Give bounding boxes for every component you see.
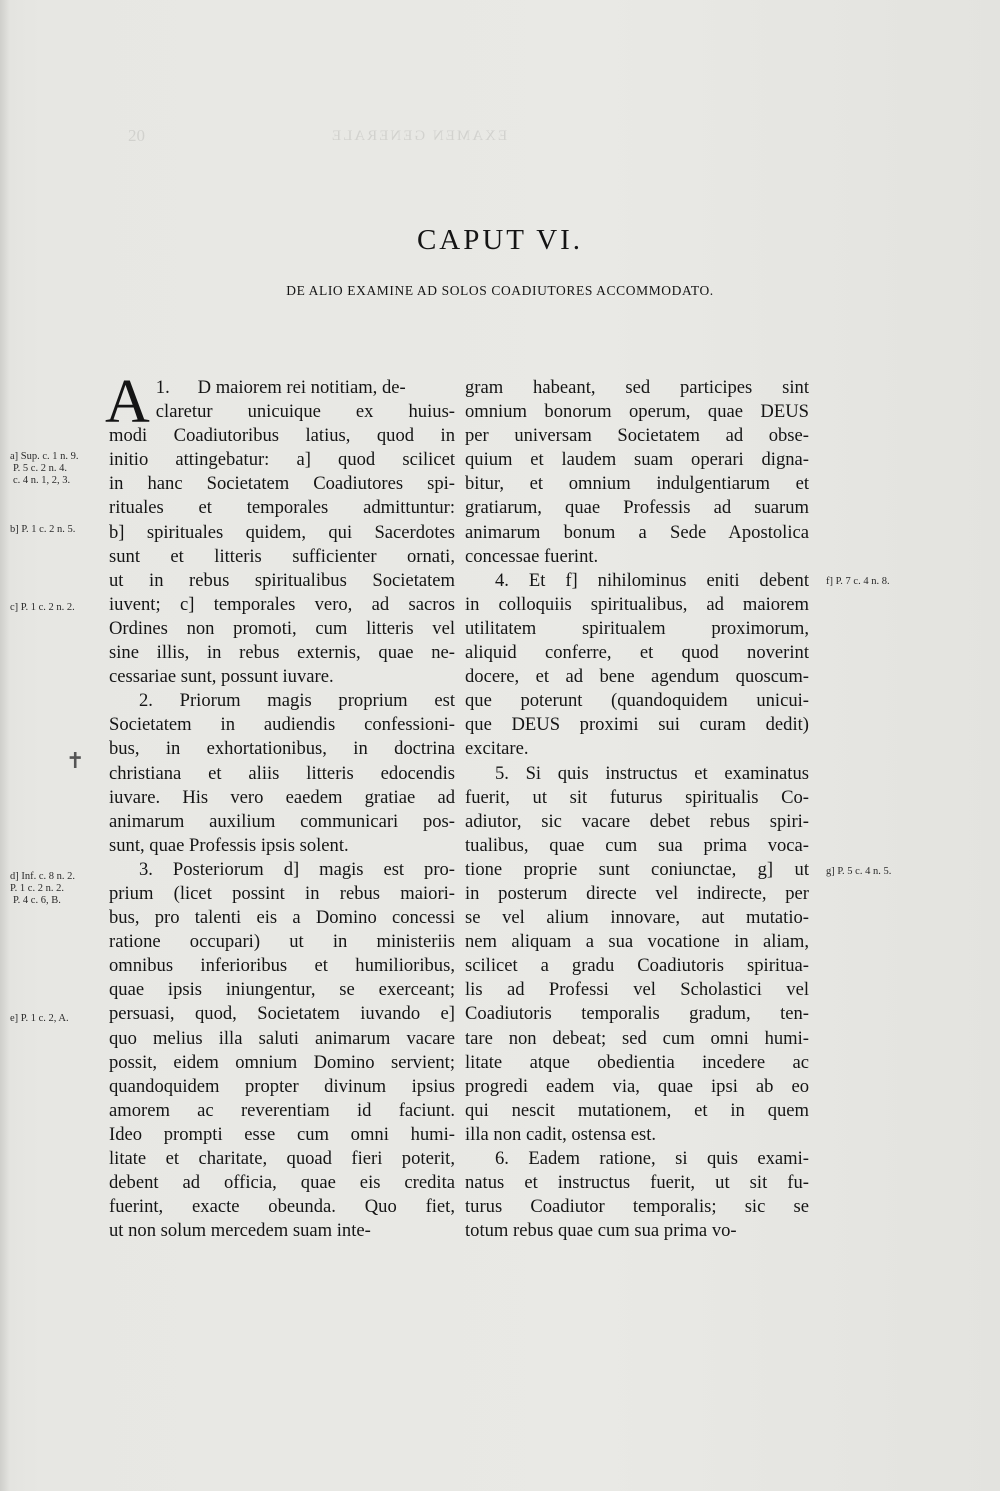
text-line: in hanc Societatem Coadiutores spi- [109,473,455,495]
text-line: progredi eadem via, quae ipsi ab eo [465,1075,809,1097]
margin-note-e: e] P. 1 c. 2, A. [10,1013,69,1024]
text-line: rituales et temporales admittuntur: [109,497,455,519]
right-lines [465,376,809,1243]
text-line: quium et laudem suam operari digna- [465,449,809,471]
text-line: concessae fuerint. [465,545,599,567]
drop-cap: A [105,368,150,436]
text-line: omnium bonorum operum, quae DEUS [465,401,809,423]
text-line: tare non debeat; sed cum omni humi- [465,1027,809,1049]
text-line: quandoquidem propter divinum ipsius [109,1075,455,1097]
text-line: persuasi, quod, Societatem iuvando e] [109,1003,455,1025]
left-lines [109,400,455,1243]
text-line: iuvare. His vero eaedem gratiae ad [109,786,455,808]
text-line: aliquid conferre, et quod noverint [465,642,809,664]
text-line: scilicet a gradu Coadiutoris spiritua- [465,955,809,977]
text-line: quae ipsis iniungentur, se exerceant; [109,979,455,1001]
text-line: quo melius illa saluti animarum vacare [109,1027,455,1049]
text-line: illa non cadit, ostensa est. [465,1123,657,1145]
text-line: sine illis, in rebus externis, quae ne- [109,642,455,664]
text-line: bitur, et omnium indulgentiarum et [465,473,809,495]
text-line: Ideo prompti esse cum omni humi- [109,1123,455,1145]
show-through-page-number: 20 [128,126,145,145]
text-line: animarum bonum a Sede Apostolica [465,521,809,543]
text-line: fuerint, exacte obeunda. Quo fiet, [109,1196,455,1218]
text-line: Societatem in audiendis confessioni- [109,714,455,736]
text-line: in colloquiis spiritualibus, ad maiorem [465,593,809,615]
margin-note-f: f] P. 7 c. 4 n. 8. [826,576,890,587]
text-line: tualibus, quae cum sua prima voca- [465,834,809,856]
text-line: ut in rebus spiritualibus Societatem [109,569,455,591]
margin-note-b: b] P. 1 c. 2 n. 5. [10,524,76,535]
left-text-column [105,368,455,1243]
chapter-subtitle: DE ALIO EXAMINE AD SOLOS COADIUTORES ACCOMMODATO. [286,283,714,298]
text-line: gram habeant, sed participes sint [465,377,809,398]
text-line: litate atque obedientia incedere ac [465,1051,809,1073]
text-line: omnibus inferioribus et humilioribus, [109,955,455,977]
text-line: litate et charitate, quoad fieri poterit, [109,1148,455,1169]
text-line: claretur unicuique ex huius- [155,401,455,423]
margin-note-d: d] Inf. c. 8 n. 2. P. 1 c. 2 n. 2. P. 4 c. 6, B. [10,871,76,906]
show-through-running-head: EXAMEN GENERALE [330,128,508,144]
text-line: 6. Eadem ratione, si quis exami- [495,1148,809,1169]
text-line: adiutor, sic vacare debet rebus spiri- [465,810,809,832]
text-line: christiana et aliis litteris edocendis [109,762,455,784]
text-line: 2. Priorum magis proprium est [139,690,455,712]
text-line: sunt, quae Professis ipsis solent. [109,834,349,856]
text-line: 5. Si quis instructus et examinatus [495,762,809,784]
text-line: tione proprie sunt coniunctae, g] ut [465,858,809,880]
margin-note-g: g] P. 5 c. 4 n. 5. [826,866,892,877]
text-line: modi Coadiutoribus latius, quod in [109,425,455,447]
text-line: b] spirituales quidem, qui Sacerdotes [109,521,455,543]
text-line: ut non solum mercedem suam inte- [109,1220,371,1242]
chapter-title: CAPUT VI. [416,224,584,256]
margin-note-a: a] Sup. c. 1 n. 9. P. 5 c. 2 n. 4. c. 4 n. 1, 2, 3. [10,451,79,486]
text-line: se vel alium innovare, aut mutatio- [465,907,809,929]
text-line: natus et instructus fuerit, ut sit fu- [465,1172,809,1194]
right-text-column [465,376,809,1243]
text-line: per universam Societatem ad obse- [465,425,809,447]
text-line: utilitatem spiritualem proximorum, [465,617,809,639]
text-line: fuerit, ut sit futurus spiritualis Co- [465,786,809,808]
text-line: debent ad officia, quae eis credita [109,1172,455,1194]
text-line: animarum auxilium communicari pos- [109,810,455,832]
text-line: 4. Et f] nihilominus eniti debent [495,569,809,591]
text-line: gratiarum, quae Professis ad suarum [465,497,809,519]
text-line: totum rebus quae cum sua prima vo- [465,1220,737,1242]
text-line: prium (licet possint in rebus maiori- [109,882,455,904]
text-line: in posterum directe vel indirecte, per [465,882,809,904]
text-line: iuvent; c] temporales vero, ad sacros [109,593,455,615]
text-line: Coadiutoris temporalis gradum, ten- [465,1003,809,1025]
text-line: amorem ac reverentiam id faciunt. [109,1099,455,1121]
text-line: bus, in exhortationibus, in doctrina [109,738,455,760]
margin-note-c: c] P. 1 c. 2 n. 2. [10,602,75,613]
text-line: sunt et litteris sufficienter ornati, [109,545,455,567]
text-line: que DEUS proximi sui curam dedit) [465,714,809,736]
text-line: bus, pro talenti eis a Domino concessi [109,907,455,929]
text-line: Ordines non promoti, cum litteris vel [109,617,455,639]
text-line: turus Coadiutor temporalis; sic se [465,1196,809,1218]
text-line: docere, et ad bene agendum quoscum- [465,666,809,688]
text-line: initio attingebatur: a] quod scilicet [109,449,455,471]
text-line: ratione occupari) ut in ministeriis [109,931,455,953]
text-line-content: 1. D maiorem rei notitiam, de- [155,377,406,398]
handwritten-cross-mark: ✝ [66,748,85,773]
text-line: lis ad Professi vel Scholastici vel [465,979,809,1001]
text-line: que poterunt (quandoquidem unicui- [465,690,809,712]
text-line: nem aliquam a sua vocatione in aliam, [465,931,809,953]
text-line [109,376,455,400]
text-line: excitare. [465,738,529,760]
text-line: possit, eidem omnium Domino servient; [109,1051,455,1073]
text-line: 3. Posteriorum d] magis est pro- [139,858,455,880]
text-line: qui nescit mutationem, et in quem [465,1099,809,1121]
text-line: cessariae sunt, possunt iuvare. [109,666,334,688]
